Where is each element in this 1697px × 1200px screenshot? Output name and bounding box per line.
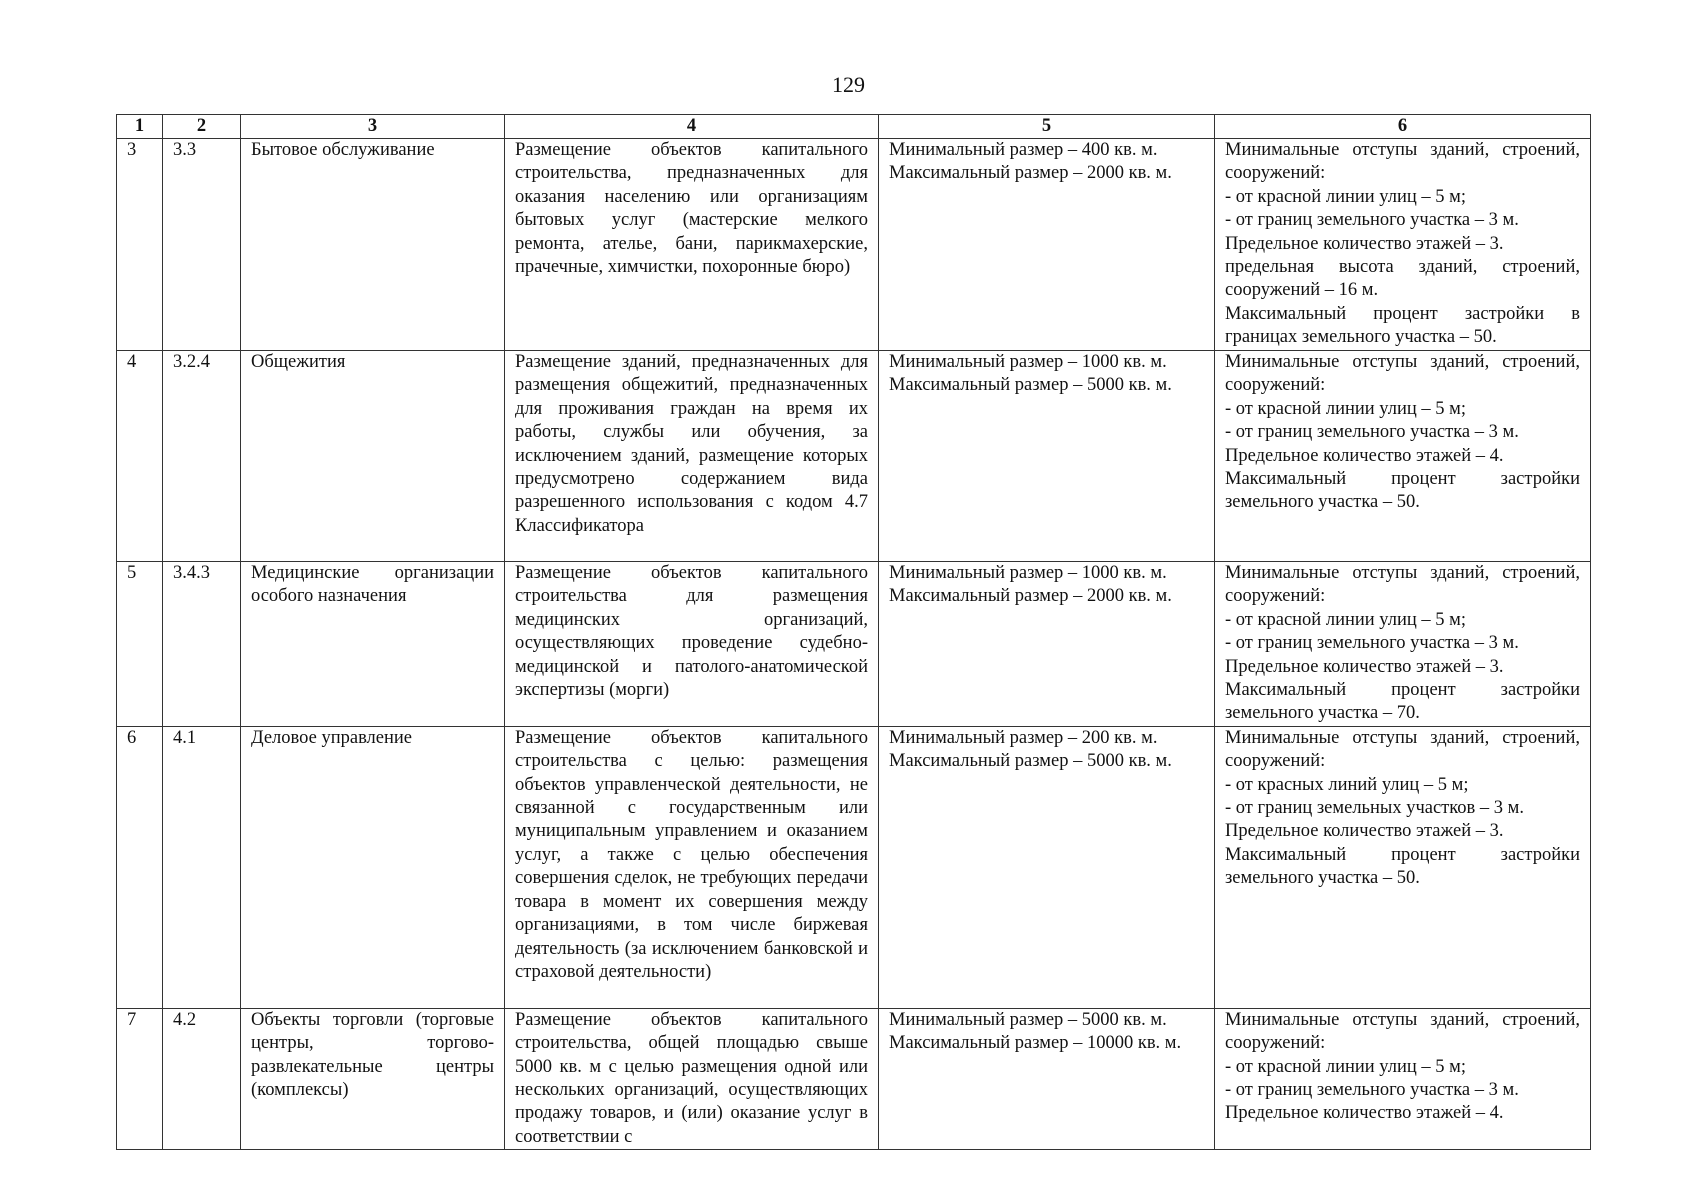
- table-header-row: [117, 115, 1591, 139]
- plot-size-cell: [879, 562, 1215, 727]
- max-floors: Предельное количество этажей – 4.: [1225, 1103, 1504, 1124]
- min-plot-size: Минимальный размер – 400 кв. м.: [889, 140, 1158, 160]
- page-number: 129: [832, 72, 865, 97]
- parameters-cell: [1215, 726, 1591, 1008]
- min-plot-size: Минимальный размер – 1000 кв. м.: [889, 563, 1167, 583]
- parameters-cell: [1215, 139, 1591, 351]
- setback-heading: Минимальные отступы зданий, строений, сооружений:: [1225, 563, 1580, 607]
- setback-plot-boundary: - от границ земельных участков – 3 м.: [1225, 798, 1524, 819]
- max-plot-size: Максимальный размер – 2000 кв. м.: [889, 586, 1172, 607]
- max-floors: Предельное количество этажей – 3.: [1225, 656, 1504, 677]
- min-plot-size: Минимальный размер – 5000 кв. м.: [889, 1009, 1167, 1030]
- column-header: 1: [117, 115, 163, 139]
- setback-red-line: - от красных линий улиц – 5 м;: [1225, 774, 1469, 795]
- use-code: 4.1: [163, 726, 241, 1008]
- use-code: 3.2.4: [163, 351, 241, 562]
- use-name: Объекты торговли (торговые центры, торгово-развлекательные центры (комплексы): [241, 1008, 505, 1149]
- max-coverage: Максимальный процент застройки земельного участка – 70.: [1225, 680, 1580, 724]
- table-row: [117, 351, 1591, 562]
- setback-heading: Минимальные отступы зданий, строений, сооружений:: [1225, 1009, 1580, 1054]
- parameters-cell: [1215, 562, 1591, 727]
- row-number: 6: [117, 726, 163, 1008]
- use-name: Медицинские организации особого назначения: [241, 562, 505, 727]
- row-number: 5: [117, 562, 163, 727]
- max-floors: Предельное количество этажей – 3.: [1225, 233, 1504, 254]
- max-coverage: Максимальный процент застройки в границах земельного участка – 50.: [1225, 303, 1580, 348]
- column-header: 2: [163, 115, 241, 139]
- max-coverage: Максимальный процент застройки земельного участка – 50.: [1225, 844, 1580, 889]
- table-row: [117, 1008, 1591, 1149]
- setback-red-line: - от красной линии улиц – 5 м;: [1225, 186, 1466, 207]
- setback-heading: Минимальные отступы зданий, строений, сооружений:: [1225, 352, 1580, 396]
- setback-red-line: - от красной линии улиц – 5 м;: [1225, 609, 1466, 630]
- use-description: Размещение зданий, предназначенных для размещения общежитий, предназначенных для проживания граждан на время их работы, службы или обучения, за исключением зданий, размещение которых предусмотрено содержанием вида разрешенного использования с кодом 4.7 Классификатора: [505, 351, 879, 562]
- plot-size-cell: [879, 726, 1215, 1008]
- parameters-cell: [1215, 351, 1591, 562]
- use-code: 3.3: [163, 139, 241, 351]
- column-header: 6: [1215, 115, 1591, 139]
- column-header: 4: [505, 115, 879, 139]
- setback-red-line: - от красной линии улиц – 5 м;: [1225, 1056, 1466, 1077]
- plot-size-cell: [879, 139, 1215, 351]
- table-row: [117, 726, 1591, 1008]
- use-code: 3.4.3: [163, 562, 241, 727]
- max-plot-size: Максимальный размер – 5000 кв. м.: [889, 375, 1172, 396]
- plot-size-cell: [879, 351, 1215, 562]
- max-coverage: Максимальный процент застройки земельного участка – 50.: [1225, 469, 1580, 513]
- use-name: Бытовое обслуживание: [241, 139, 505, 351]
- setback-plot-boundary: - от границ земельного участка – 3 м.: [1225, 1080, 1519, 1101]
- use-description: Размещение объектов капитального строительства с целью: размещения объектов управленческой деятельности, не связанной с государственным или муниципальным управлением и оказанием услуг, а также с целью обеспечения совершения сделок, не требующих передачи товара в момент их совершения между организациями, в том числе биржевая деятельность (за исключением банковской и страховой деятельности): [505, 726, 879, 1008]
- column-header: 3: [241, 115, 505, 139]
- use-name: Деловое управление: [241, 726, 505, 1008]
- max-floors: Предельное количество этажей – 4.: [1225, 445, 1504, 466]
- plot-size-cell: [879, 1008, 1215, 1149]
- setback-heading: Минимальные отступы зданий, строений, сооружений:: [1225, 727, 1580, 772]
- use-description: Размещение объектов капитального строительства, предназначенных для оказания населению или организациям бытовых услуг (мастерские мелкого ремонта, ателье, бани, парикмахерские, прачечные, химчистки, похоронные бюро): [505, 139, 879, 351]
- table-row: [117, 139, 1591, 351]
- setback-red-line: - от красной линии улиц – 5 м;: [1225, 398, 1466, 419]
- table-row: [117, 562, 1591, 727]
- row-number: 7: [117, 1008, 163, 1149]
- use-description: Размещение объектов капитального строительства для размещения медицинских организаций, осуществляющих проведение судебно-медицинской и патолого-анатомической экспертизы (морги): [505, 562, 879, 727]
- max-height: предельная высота зданий, строений, сооружений – 16 м.: [1225, 257, 1580, 301]
- max-plot-size: Максимальный размер – 5000 кв. м.: [889, 751, 1172, 772]
- max-plot-size: Максимальный размер – 2000 кв. м.: [889, 163, 1172, 184]
- setback-plot-boundary: - от границ земельного участка – 3 м.: [1225, 422, 1519, 443]
- row-number: 4: [117, 351, 163, 562]
- row-number: 3: [117, 139, 163, 351]
- setback-heading: Минимальные отступы зданий, строений, сооружений:: [1225, 140, 1580, 184]
- max-floors: Предельное количество этажей – 3.: [1225, 821, 1504, 842]
- use-description: Размещение объектов капитального строительства, общей площадью свыше 5000 кв. м с целью размещения одной или нескольких организаций, осуществляющих продажу товаров, и (или) оказание услуг в соответствии с: [505, 1008, 879, 1149]
- setback-plot-boundary: - от границ земельного участка – 3 м.: [1225, 633, 1519, 654]
- max-plot-size: Максимальный размер – 10000 кв. м.: [889, 1033, 1182, 1054]
- use-name: Общежития: [241, 351, 505, 562]
- min-plot-size: Минимальный размер – 1000 кв. м.: [889, 352, 1167, 372]
- zoning-regulations-table: [116, 114, 1591, 1150]
- min-plot-size: Минимальный размер – 200 кв. м.: [889, 727, 1158, 748]
- setback-plot-boundary: - от границ земельного участка – 3 м.: [1225, 210, 1519, 231]
- parameters-cell: [1215, 1008, 1591, 1149]
- column-header: 5: [879, 115, 1215, 139]
- use-code: 4.2: [163, 1008, 241, 1149]
